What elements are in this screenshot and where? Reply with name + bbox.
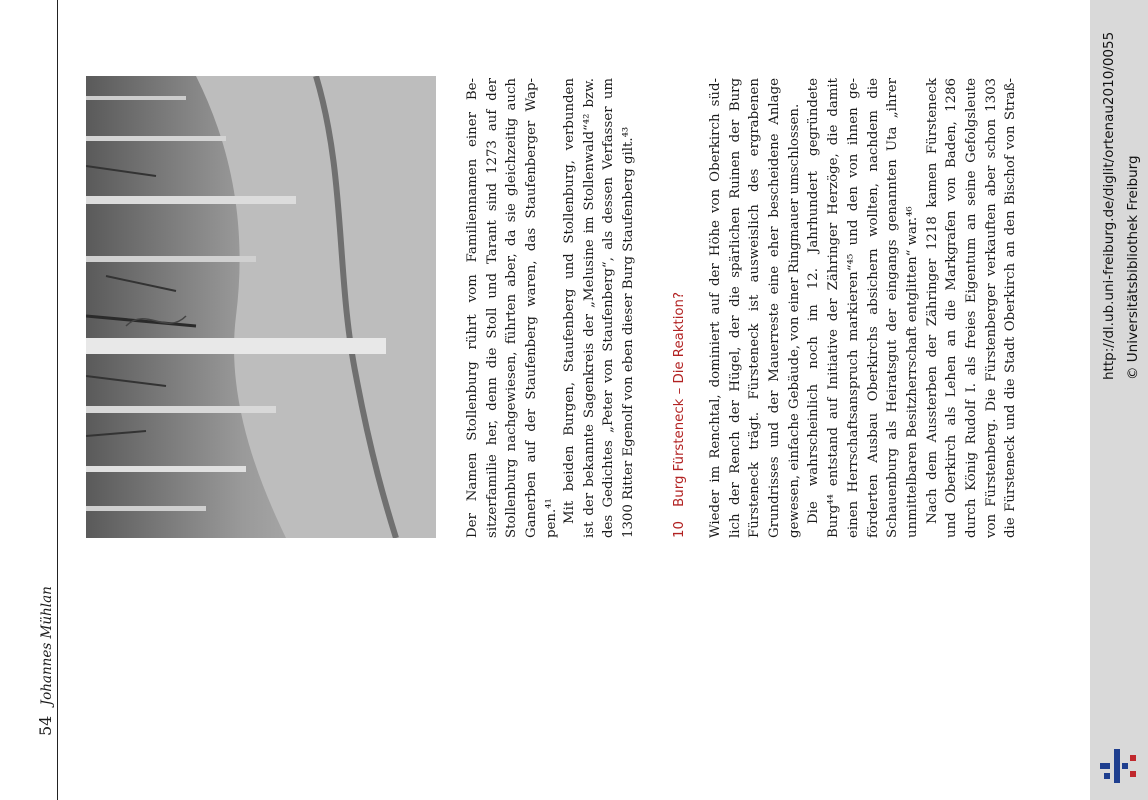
text-line: die Fürsteneck und die Stadt Oberkirch an den Bischof von Straß- <box>1003 78 1019 538</box>
text-line: Die wahrscheinlich noch im 12. Jahrhundert gegründete <box>806 78 822 524</box>
copyright-notice: © Universitätsbibliothek Freiburg <box>1125 155 1141 380</box>
text-line: Der Namen Stollenburg rührt vom Familiennamen einer Be- <box>465 78 480 538</box>
library-logo-icon <box>1100 745 1140 787</box>
text-line: gewesen, einfache Gebäude, von einer Ringmauer umschlossen. <box>786 103 802 538</box>
text-line: Burg⁴⁴ entstand auf Initiative der Zähringer Herzöge, die damit <box>826 78 842 538</box>
body-text-block-1 <box>463 78 561 538</box>
section-title: Burg Fürsteneck – Die Reaktion? <box>672 291 687 507</box>
text-line: Ganerben auf der Staufenberg waren, das Staufenberger Wap- <box>524 78 540 538</box>
author-name: Johannes Mühlan <box>39 586 55 706</box>
page-number: 54 <box>36 715 55 736</box>
text-line: Schauenburg als Heiratsgut der eingangs genannten Uta „ihrer <box>885 78 901 538</box>
text-line: lich der Rench der Hügel, der die spärlichen Ruinen der Burg <box>727 78 743 538</box>
page-header <box>36 586 55 736</box>
viewer-sidebar <box>1090 0 1148 800</box>
text-line: Stollenburg nachgewiesen, führten aber, da sie gleichzeitig auch <box>504 78 520 538</box>
text-line: sitzerfamilie her, denn die Stoll und Tarant sind 1273 auf der <box>484 78 500 538</box>
text-line: pen.⁴¹ <box>543 498 559 538</box>
text-line: des Gedichtes „Peter von Staufenberg“, als dessen Verfasser um <box>601 78 617 538</box>
source-url-link[interactable]: http://dl.ub.uni-freiburg.de/diglit/ortenau2010/0055 <box>1101 31 1117 380</box>
text-line: Grundrisses und der Mauerreste eine eher bescheidene Anlage <box>767 78 783 538</box>
text-line: und Oberkirch als Lehen an die Markgrafen von Baden, 1286 <box>944 78 960 538</box>
text-line: ist der bekannte Sagenkreis der „Melusine im Stollenwald“⁴² bzw. <box>581 78 597 538</box>
text-line: Mit beiden Burgen, Staufenberg und Stollenburg, verbunden <box>562 78 577 524</box>
text-line: Fürsteneck trägt. Fürsteneck ist ausweislich des ergrabenen <box>747 78 763 538</box>
text-line: einen Herrschaftsanspruch markieren“⁴⁵ und den von ihnen ge- <box>845 78 861 538</box>
body-text-block-3 <box>706 78 1021 538</box>
margin-rule <box>57 0 58 800</box>
text-line: von Fürstenberg. Die Fürstenberger verkauften aber schon 1303 <box>983 78 999 538</box>
text-line: förderten Ausbau Oberkirchs absichern wollten, nachdem die <box>865 78 881 538</box>
section-heading <box>672 292 687 538</box>
text-line: Wieder im Renchtal, dominiert auf der Höhe von Oberkirch süd- <box>708 78 723 538</box>
body-text-block-2 <box>560 78 639 538</box>
text-line: 1300 Ritter Egenolf von eben dieser Burg Staufenberg gilt.⁴³ <box>621 126 637 538</box>
text-line: unmittelbaren Besitzherrschaft entglitten“ war.⁴⁶ <box>904 206 920 538</box>
text-line: Nach dem Aussterben der Zähringer 1218 kamen Fürsteneck <box>924 78 940 524</box>
section-number: 10 <box>672 521 687 538</box>
forest-photo <box>86 76 436 538</box>
text-line: durch König Rudolf I. als freies Eigentum an seine Gefolgsleute <box>963 78 979 538</box>
